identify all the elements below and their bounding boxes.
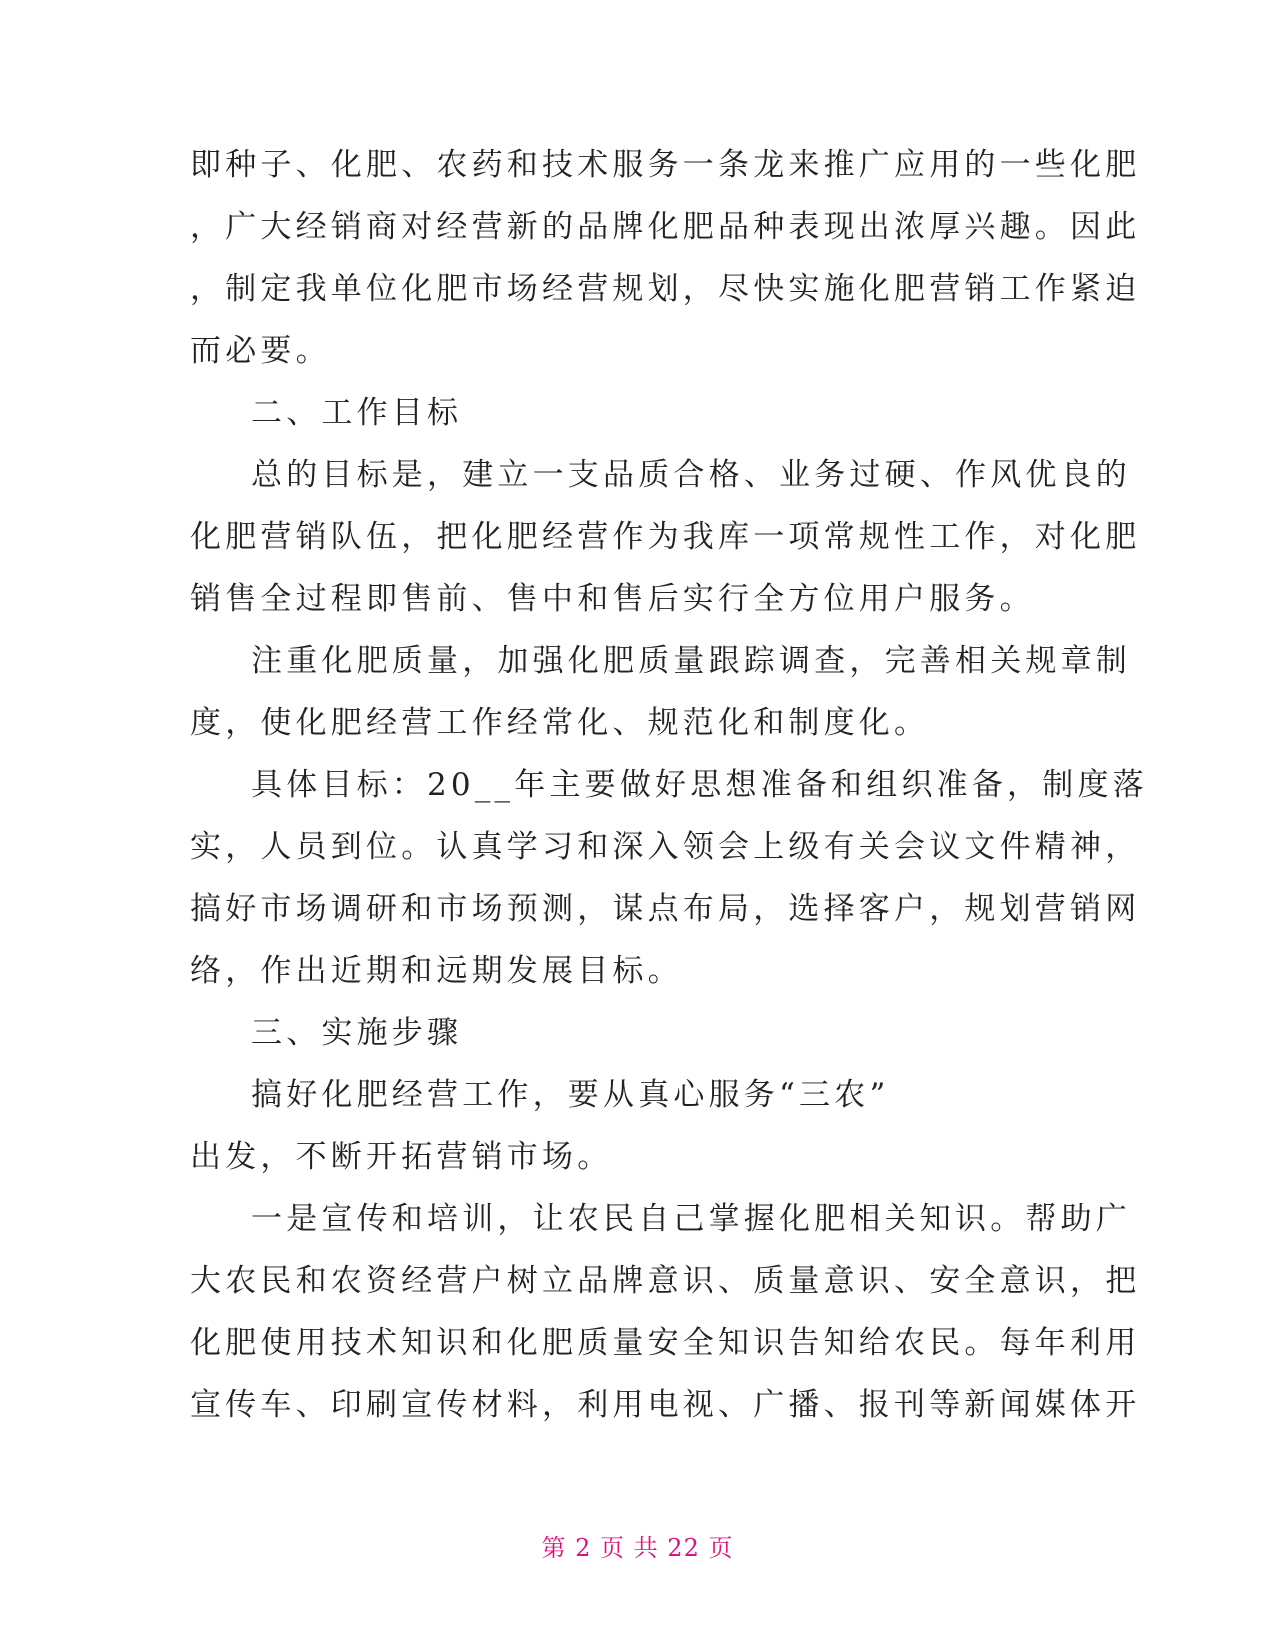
paragraph-line: 化肥营销队伍，把化肥经营作为我库一项常规性工作，对化肥 [190,519,1141,555]
paragraph-line: 络，作出近期和远期发展目标。 [190,953,683,989]
paragraph-line: 总的目标是，建立一支品质合格、业务过硬、作风优良的 [251,457,1131,493]
page-number-footer: 第 2 页 共 22 页 [541,1534,734,1562]
paragraph-line: 具体目标：20__年主要做好思想准备和组织准备，制度落 [251,767,1148,803]
paragraph-line: ，制定我单位化肥市场经营规划，尽快实施化肥营销工作紧迫 [190,271,1141,307]
paragraph-line: 出发，不断开拓营销市场。 [190,1139,613,1175]
paragraph-line: 销售全过程即售前、售中和售后实行全方位用户服务。 [190,581,1035,617]
paragraph-line: 而必要。 [190,333,331,369]
paragraph-line: 即种子、化肥、农药和技术服务一条龙来推广应用的一些化肥 [190,147,1141,183]
paragraph-line: 注重化肥质量，加强化肥质量跟踪调查，完善相关规章制 [251,643,1131,679]
paragraph-line: 一是宣传和培训，让农民自己掌握化肥相关知识。帮助广 [251,1201,1131,1237]
paragraph-line: 实，人员到位。认真学习和深入领会上级有关会议文件精神， [190,829,1141,865]
paragraph-line: ，广大经销商对经营新的品牌化肥品种表现出浓厚兴趣。因此 [190,209,1141,245]
paragraph-line: 度，使化肥经营工作经常化、规范化和制度化。 [190,705,930,741]
paragraph-line: 搞好市场调研和市场预测，谋点布局，选择客户，规划营销网 [190,891,1141,927]
paragraph-line: 化肥使用技术知识和化肥质量安全知识告知给农民。每年利用 [190,1325,1141,1361]
section-heading: 二、工作目标 [251,395,463,431]
paragraph-line: 宣传车、印刷宣传材料，利用电视、广播、报刊等新闻媒体开 [190,1387,1141,1423]
paragraph-line: 搞好化肥经营工作，要从真心服务“三农” [251,1077,890,1113]
section-heading: 三、实施步骤 [251,1015,463,1051]
paragraph-line: 大农民和农资经营户树立品牌意识、质量意识、安全意识，把 [190,1263,1141,1299]
